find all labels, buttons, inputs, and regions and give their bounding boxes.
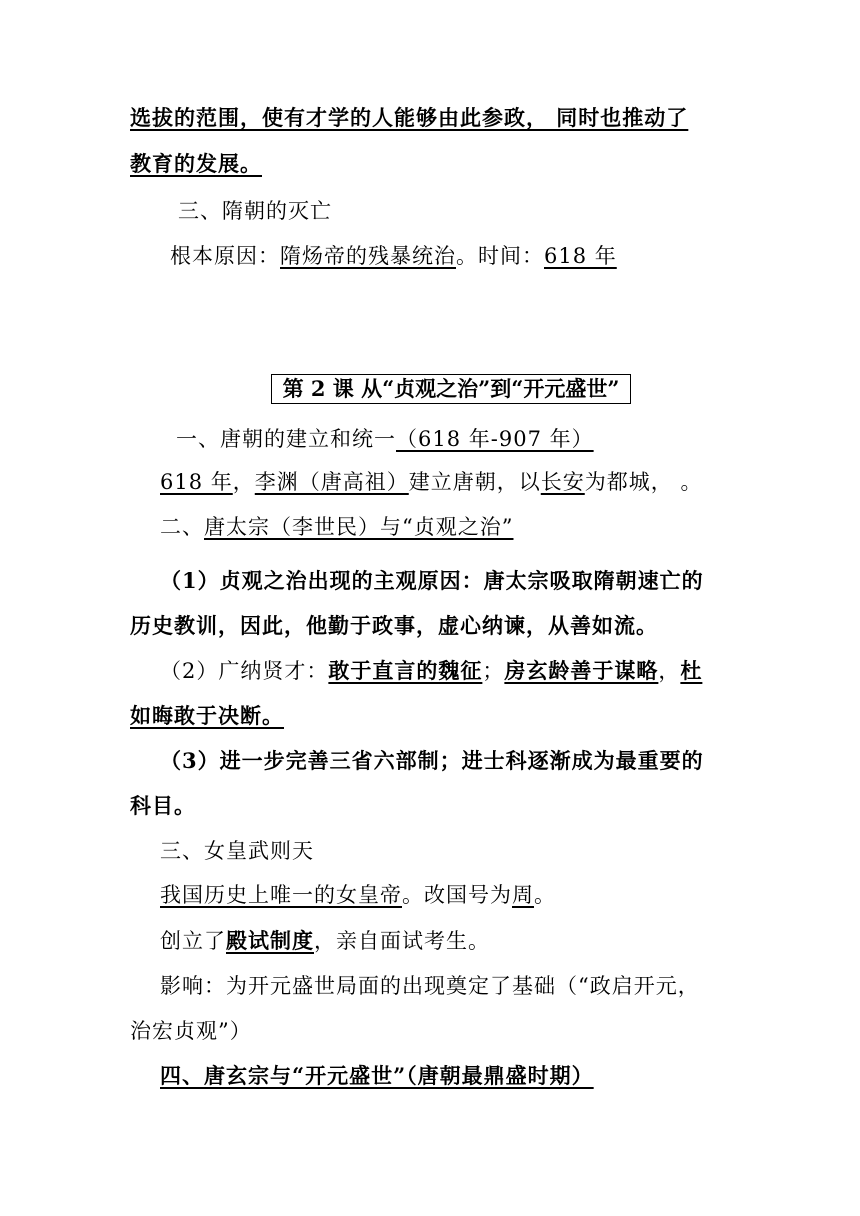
cause-text: 隋炀帝的残暴统治: [280, 244, 456, 268]
cause-label: 根本原因：: [170, 244, 280, 268]
section-heading: 三、隋朝的灭亡: [178, 199, 332, 223]
paragraph-line: 选拔的范围，使有才学的人能够由此参政， 同时也推动了: [130, 105, 689, 130]
paragraph-line: （3）进一步完善三省六部制；进士科逐渐成为最重要的: [160, 748, 704, 773]
paragraph-line: [170, 241, 617, 271]
section-heading: 一、唐朝的建立和统一（618 年-907 年）: [176, 427, 594, 451]
paragraph-line: 如晦敢于决断。: [130, 703, 284, 728]
paragraph-line: 教育的发展。: [130, 151, 262, 176]
paragraph-line: 治宏贞观”）: [130, 1019, 252, 1043]
paragraph-line: 创立了殿试制度，亲自面试考生。: [160, 928, 490, 953]
section-heading: 四、唐玄宗与“开元盛世”（唐朝最鼎盛时期）: [160, 1063, 594, 1088]
section-heading: 二、唐太宗（李世民）与“贞观之治”: [160, 515, 514, 539]
paragraph-line: 618 年，李渊（唐高祖）建立唐朝，以长安为都城， 。: [160, 470, 703, 494]
paragraph-line: 科目。: [130, 793, 196, 818]
paragraph-line: 我国历史上唯一的女皇帝。改国号为周。: [160, 883, 556, 907]
section-heading: 三、女皇武则天: [160, 839, 314, 863]
time-label: 。时间：: [456, 244, 544, 268]
paragraph-line: （2）广纳贤才：敢于直言的魏征；房玄龄善于谋略，杜: [160, 658, 703, 683]
paragraph-line: 影响：为开元盛世局面的出现奠定了基础（“政启开元，: [160, 974, 700, 998]
lesson-title: 第 2 课 从“贞观之治”到“开元盛世”: [271, 374, 631, 404]
paragraph-line: 历史教训，因此，他勤于政事，虚心纳谏，从善如流。: [130, 613, 658, 638]
time-value: 618 年: [544, 244, 617, 268]
paragraph-line: （1）贞观之治出现的主观原因：唐太宗吸取隋朝速亡的: [160, 568, 704, 593]
